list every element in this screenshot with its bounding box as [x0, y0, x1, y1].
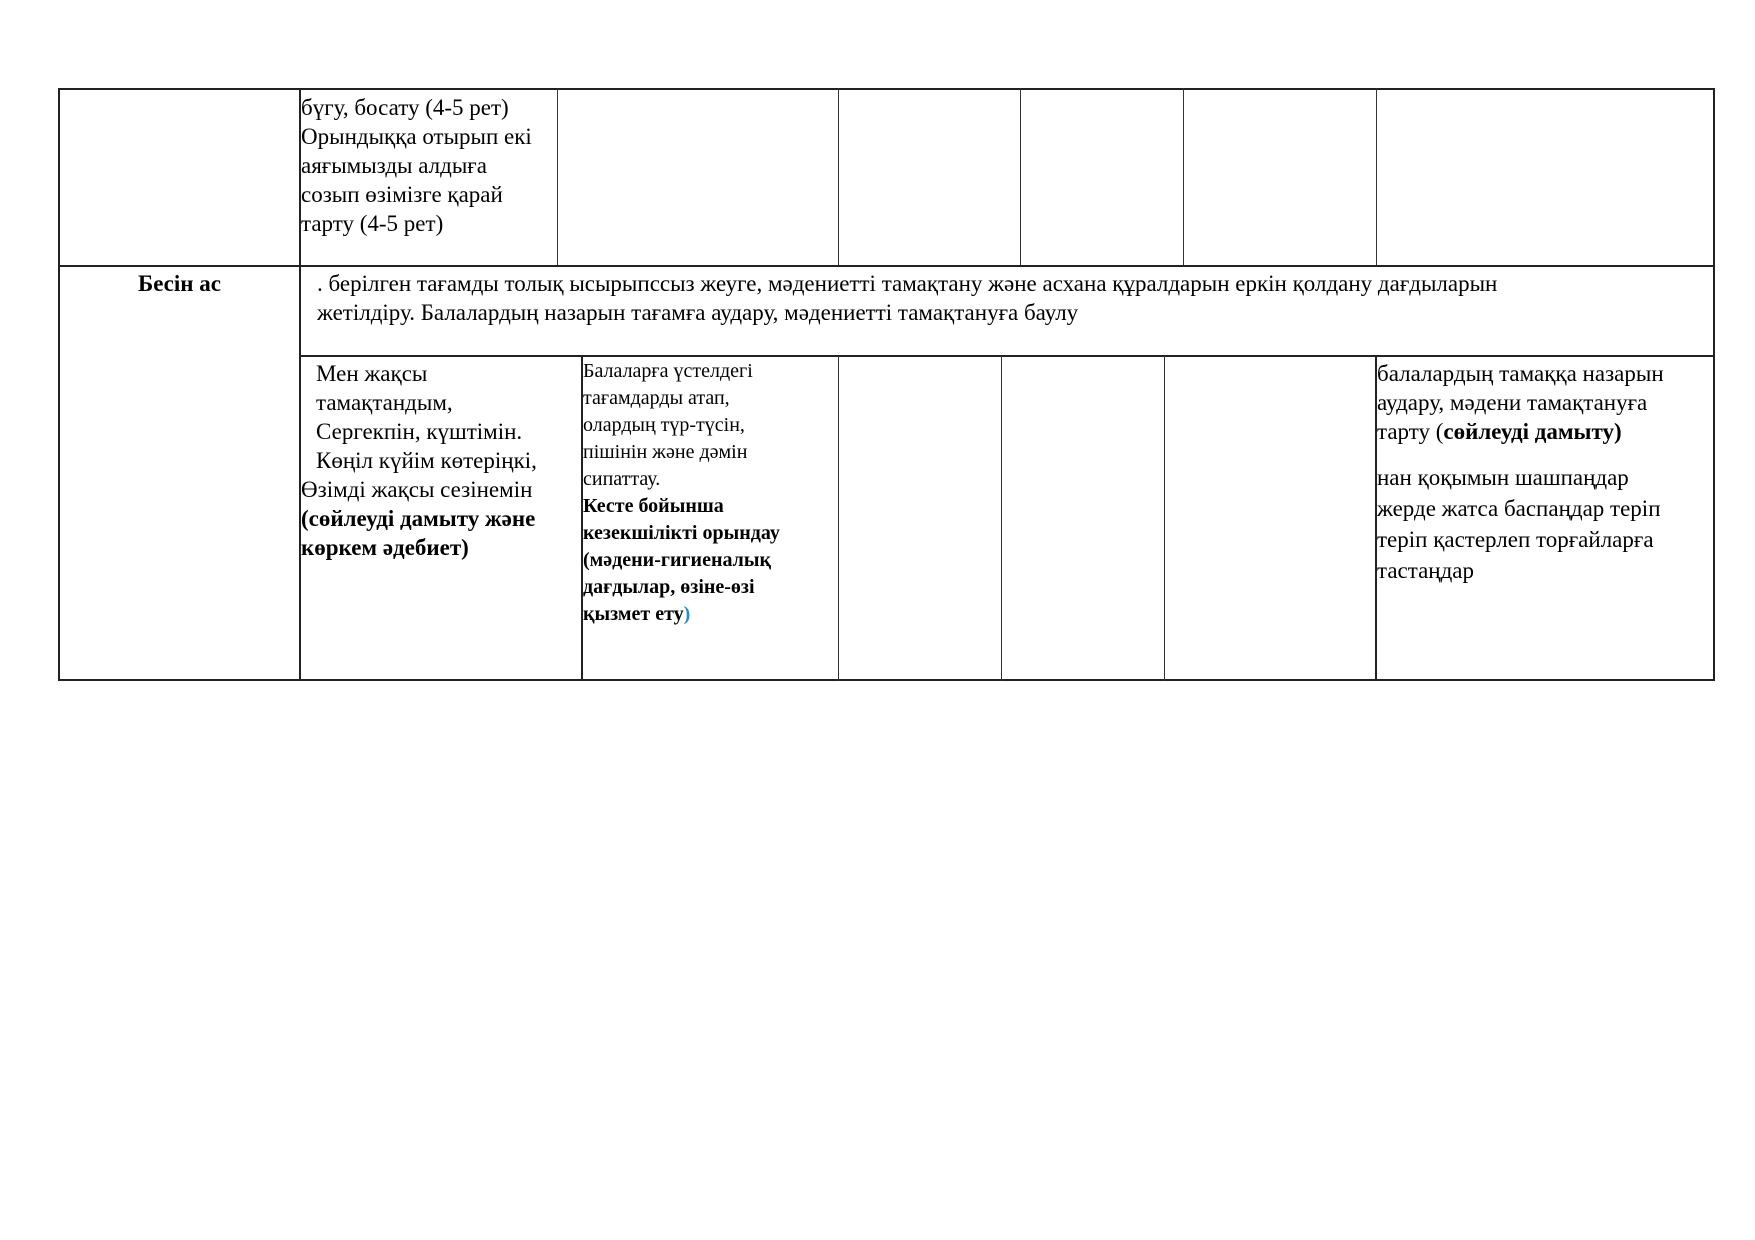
lunch-col-divider-3 [1001, 356, 1002, 681]
col6-bold: сөйлеуді дамыту) [1443, 419, 1622, 444]
top-col-divider-5 [1183, 88, 1184, 267]
top-col-divider-2 [557, 88, 558, 267]
goal-line: . берілген тағамды толық ысырыпссыз жеуге, мәдениетті тамақтану және асхана құралдарын еркін қолдану дағдыларын [317, 271, 1498, 296]
col6-line: аудару, мәдени тамақтануға [1377, 390, 1648, 415]
col1-bold-line: (сөйлеуді дамыту және [301, 506, 536, 531]
lunch-goal-text [317, 269, 1497, 327]
col2-line: тағамдарды атап, [583, 387, 730, 409]
col6-line: балалардың тамаққа назарын [1377, 361, 1664, 386]
col2-bold-line: дағдылар, өзіне-өзі [583, 576, 755, 598]
col2-line: Балаларға үстелдегі [583, 360, 753, 382]
col1-line: Көңіл күйім көтеріңкі, [316, 448, 537, 473]
top-col-divider-3 [838, 88, 839, 267]
col2-last-line [583, 601, 780, 628]
lunch-col1-text [301, 359, 537, 562]
col1-line: Сергекпін, күштімін. [316, 419, 523, 444]
col6-prefix: тарту ( [1377, 419, 1444, 444]
exercise-line: бүгу, босату (4-5 рет) [301, 95, 509, 120]
col1-line: тамақтандым, [316, 390, 453, 415]
lunch-goal-divider [299, 355, 1715, 357]
top-col-divider-4 [1020, 88, 1021, 267]
col2-line: олардың түр-түсін, [583, 414, 745, 436]
col2-bold-line: кезекшілікті орындау [583, 522, 780, 544]
exercise-line: созып өзімізге қарай [301, 182, 503, 207]
exercise-line: Орындыққа отырып екі [301, 124, 532, 149]
exercise-line: тарту (4-5 рет) [301, 211, 444, 236]
col2-bold-line: Кесте бойынша [583, 495, 724, 517]
col2-bold-line: (мәдени-гигиеналық [583, 549, 772, 571]
lunch-col2-text [583, 358, 780, 628]
col6-paragraph-2 [1377, 462, 1664, 586]
lunch-col-divider-2 [838, 356, 839, 681]
lunch-row-label: Бесін ас [137, 271, 221, 296]
lunch-col-divider-4 [1164, 356, 1165, 681]
col6-line: жерде жатса баспаңдар теріп [1377, 496, 1661, 521]
lunch-col6-text [1377, 359, 1664, 586]
top-col-divider-6 [1376, 88, 1377, 267]
exercise-text [301, 93, 532, 238]
col6-line-mixed [1377, 417, 1664, 446]
col6-line: теріп қастерлеп торғайларға [1377, 527, 1654, 552]
exercise-line: аяғымызды алдыға [301, 153, 487, 178]
col6-line: нан қоқымын шашпаңдар [1377, 465, 1629, 490]
col2-line: пішінін және дәмін [583, 441, 748, 463]
col1-bold-line: көркем әдебиет) [301, 535, 469, 560]
col1-line: Мен жақсы [316, 361, 428, 386]
goal-line: жетілдіру. Балалардың назарын тағамға аудару, мәдениетті тамақтануға баулу [317, 300, 1079, 325]
col1-line: Өзімді жақсы сезінемін [301, 477, 533, 502]
col6-line: тастаңдар [1377, 558, 1475, 583]
col2-line: сипаттау. [583, 468, 661, 490]
col2-last-paren: ) [683, 603, 691, 625]
col2-last-bold: қызмет ету [583, 603, 684, 625]
